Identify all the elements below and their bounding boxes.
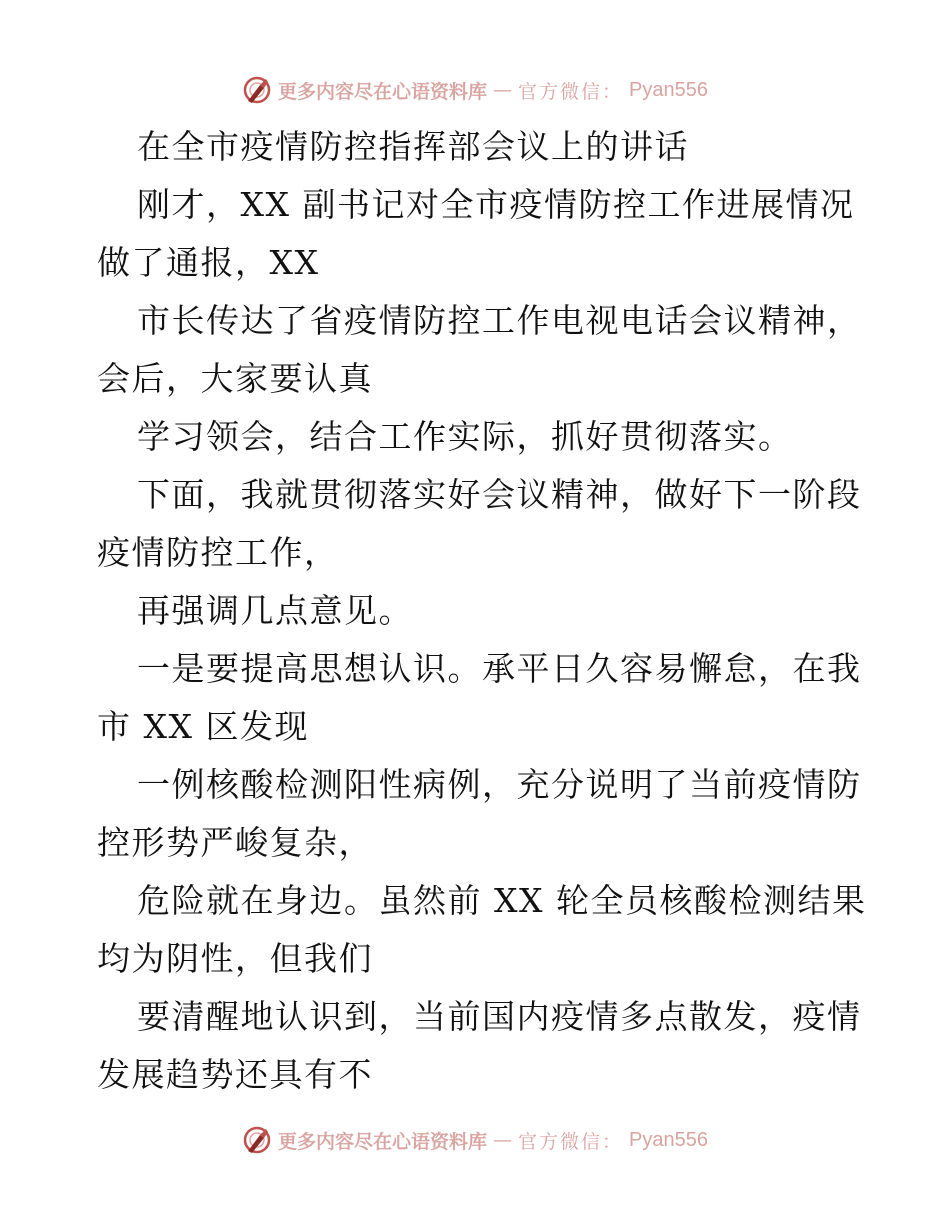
banner-wechat-label: 官方微信：: [518, 80, 624, 103]
banner-separator: —: [493, 1129, 513, 1151]
footer-banner: [0, 1120, 950, 1160]
document-line: 在全市疫情防控指挥部会议上的讲话: [137, 127, 689, 166]
pen-nib-logo-icon: [242, 1125, 272, 1155]
document-line: 危险就在身边。虽然前 XX 轮全员核酸检测结果: [137, 881, 867, 920]
document-line: 疫情防控工作，: [97, 533, 339, 572]
document-line: 一例核酸检测阳性病例，充分说明了当前疫情防: [137, 765, 862, 804]
document-line: 下面，我就贯彻落实好会议精神，做好下一阶段: [137, 475, 862, 514]
banner-separator: —: [493, 79, 513, 101]
document-line: 要清醒地认识到，当前国内疫情多点散发，疫情: [137, 997, 862, 1036]
document-line: 发展趋势还具有不: [97, 1055, 373, 1094]
pen-nib-logo-icon: [242, 75, 272, 105]
document-line: 均为阴性，但我们: [97, 939, 373, 978]
banner-wechat-label: 官方微信：: [518, 1130, 624, 1153]
banner-brand-text: 更多内容尽在心语资料库: [278, 1130, 488, 1153]
document-line: 市 XX 区发现: [97, 707, 309, 746]
banner-brand-text: 更多内容尽在心语资料库: [278, 80, 488, 103]
document-body: [97, 118, 867, 1104]
document-line: 市长传达了省疫情防控工作电视电话会议精神，: [137, 301, 862, 340]
banner-wechat-id: Pyan556: [629, 1128, 708, 1151]
document-line: 控形势严峻复杂，: [97, 823, 373, 862]
document-line: 再强调几点意见。: [137, 591, 413, 630]
document-line: 学习领会，结合工作实际，抓好贯彻落实。: [137, 417, 793, 456]
document-line: 一是要提高思想认识。承平日久容易懈怠，在我: [137, 649, 862, 688]
banner-wechat-id: Pyan556: [629, 78, 708, 101]
document-line: 做了通报，XX: [97, 243, 320, 282]
document-line: 会后，大家要认真: [97, 359, 373, 398]
header-banner: [0, 70, 950, 110]
document-line: 刚才，XX 副书记对全市疫情防控工作进展情况: [137, 185, 855, 224]
